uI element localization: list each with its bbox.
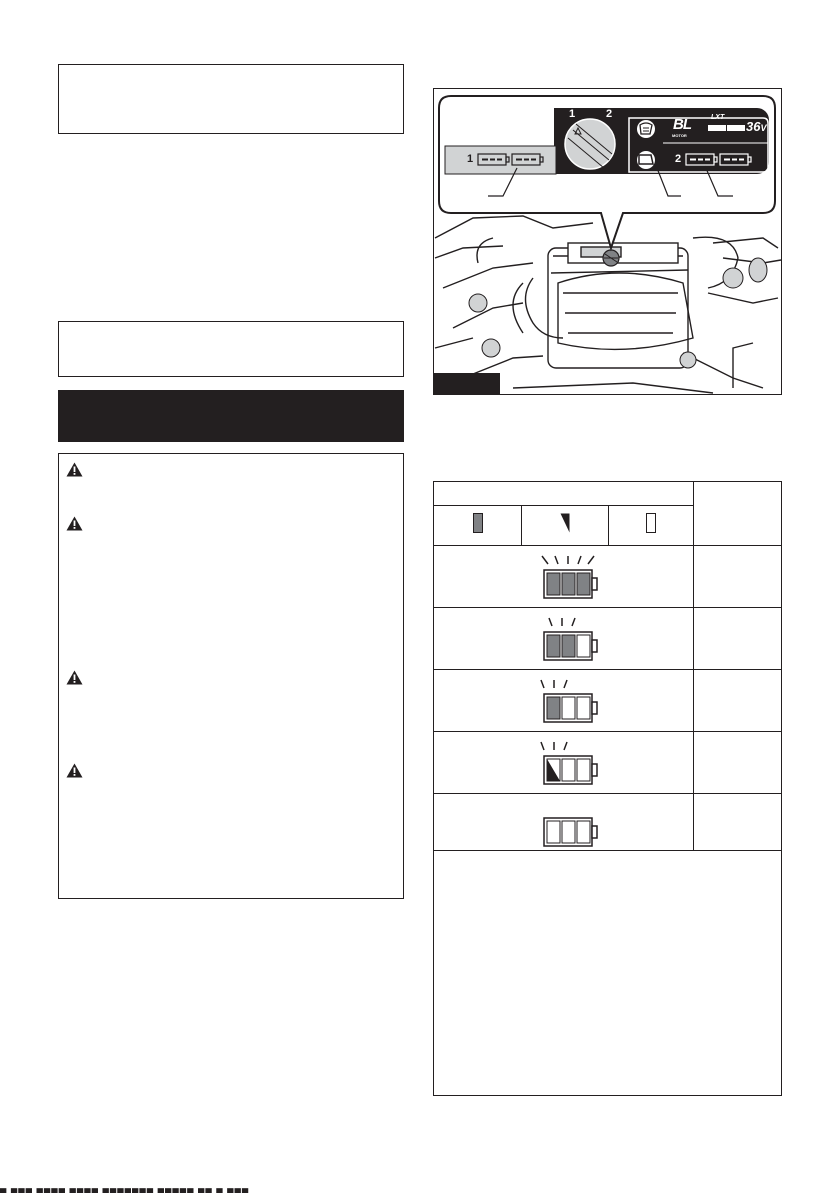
dial-number-2: 2 — [606, 108, 613, 120]
indicator-row-5 — [434, 794, 694, 856]
brand-bl-motor-label: MOTOR — [672, 133, 687, 138]
blink-ray — [588, 556, 594, 564]
indicator-lamps-header — [434, 482, 694, 506]
blink-ray — [572, 618, 575, 626]
note-box-top — [58, 64, 404, 134]
battery-terminal — [592, 826, 597, 838]
battery-cell — [562, 573, 575, 595]
indicator-row-4 — [434, 732, 694, 794]
dial-number-1: 1 — [569, 108, 576, 120]
footer-cropped-text: ▄ ▄▄▄ ▄▄▄▄ ▄▄▄▄ ▄▄▄▄▄▄▄ ▄▄▄▄▄ ▄▄ ▄ ▄▄▄ — [0, 1183, 250, 1193]
blink-ray — [578, 556, 581, 564]
warning-icon — [66, 516, 83, 531]
battery-cell — [562, 821, 575, 843]
battery-cell — [577, 635, 590, 657]
battery-cell — [562, 635, 575, 657]
capacity-cell-5 — [694, 794, 782, 856]
remaining-capacity-header — [694, 482, 782, 546]
battery-terminal — [592, 702, 597, 714]
blink-ray — [549, 618, 552, 626]
battery-indicator-icon — [434, 670, 693, 726]
voltage-unit: V — [760, 123, 767, 133]
battery-cell — [562, 759, 575, 781]
battery-cell — [577, 821, 590, 843]
blink-ray — [564, 742, 567, 750]
warning-icon — [66, 670, 83, 685]
left-port-label: 1 — [467, 153, 474, 165]
legend-lit — [434, 506, 522, 546]
warning-box — [58, 453, 404, 899]
battery-indicator-icon — [434, 608, 693, 664]
capacity-cell-1 — [694, 546, 782, 608]
capacity-cell-3 — [694, 670, 782, 732]
brand-lxt-label: LXT — [711, 114, 725, 121]
blink-ray — [541, 680, 544, 688]
off-lamp-icon — [646, 513, 656, 533]
capacity-cell-2 — [694, 608, 782, 670]
battery-terminal — [592, 578, 597, 590]
battery-cell — [577, 759, 590, 781]
battery-cell — [577, 573, 590, 595]
legend-blinking — [522, 506, 609, 546]
indicator-row-3 — [434, 670, 694, 732]
blink-ray — [564, 680, 567, 688]
brand-voltage-label — [746, 119, 766, 134]
blink-ray — [541, 742, 544, 750]
voltage-number: 36 — [746, 119, 761, 134]
control-panel-figure — [433, 88, 782, 395]
indicator-row-2 — [434, 608, 694, 670]
right-port-label: 2 — [675, 153, 682, 165]
blink-ray — [555, 556, 558, 564]
battery-indicator-icon — [434, 546, 693, 602]
blink-ray — [542, 556, 548, 564]
capacity-cell-4 — [694, 732, 782, 794]
battery-indicator-icon — [434, 794, 693, 850]
note-box-middle — [58, 321, 404, 377]
battery-cell — [577, 697, 590, 719]
battery-cell — [547, 821, 560, 843]
warning-icon — [66, 462, 83, 477]
battery-cell — [547, 573, 560, 595]
blinking-half-lamp-icon — [560, 513, 570, 533]
legend-off — [609, 506, 694, 546]
battery-terminal — [592, 764, 597, 776]
lit-gray-lamp-icon — [473, 513, 483, 533]
battery-terminal — [592, 640, 597, 652]
note-box-bottom — [433, 850, 782, 1096]
battery-cell — [547, 635, 560, 657]
figure-illustration — [433, 88, 782, 395]
brand-bl-logo: BL — [673, 116, 691, 133]
battery-indicator-table — [433, 481, 782, 856]
battery-cell — [562, 697, 575, 719]
section-header-bar — [58, 390, 404, 442]
warning-icon — [66, 763, 83, 778]
indicator-row-1 — [434, 546, 694, 608]
battery-indicator-icon — [434, 732, 693, 788]
battery-cell — [547, 697, 560, 719]
